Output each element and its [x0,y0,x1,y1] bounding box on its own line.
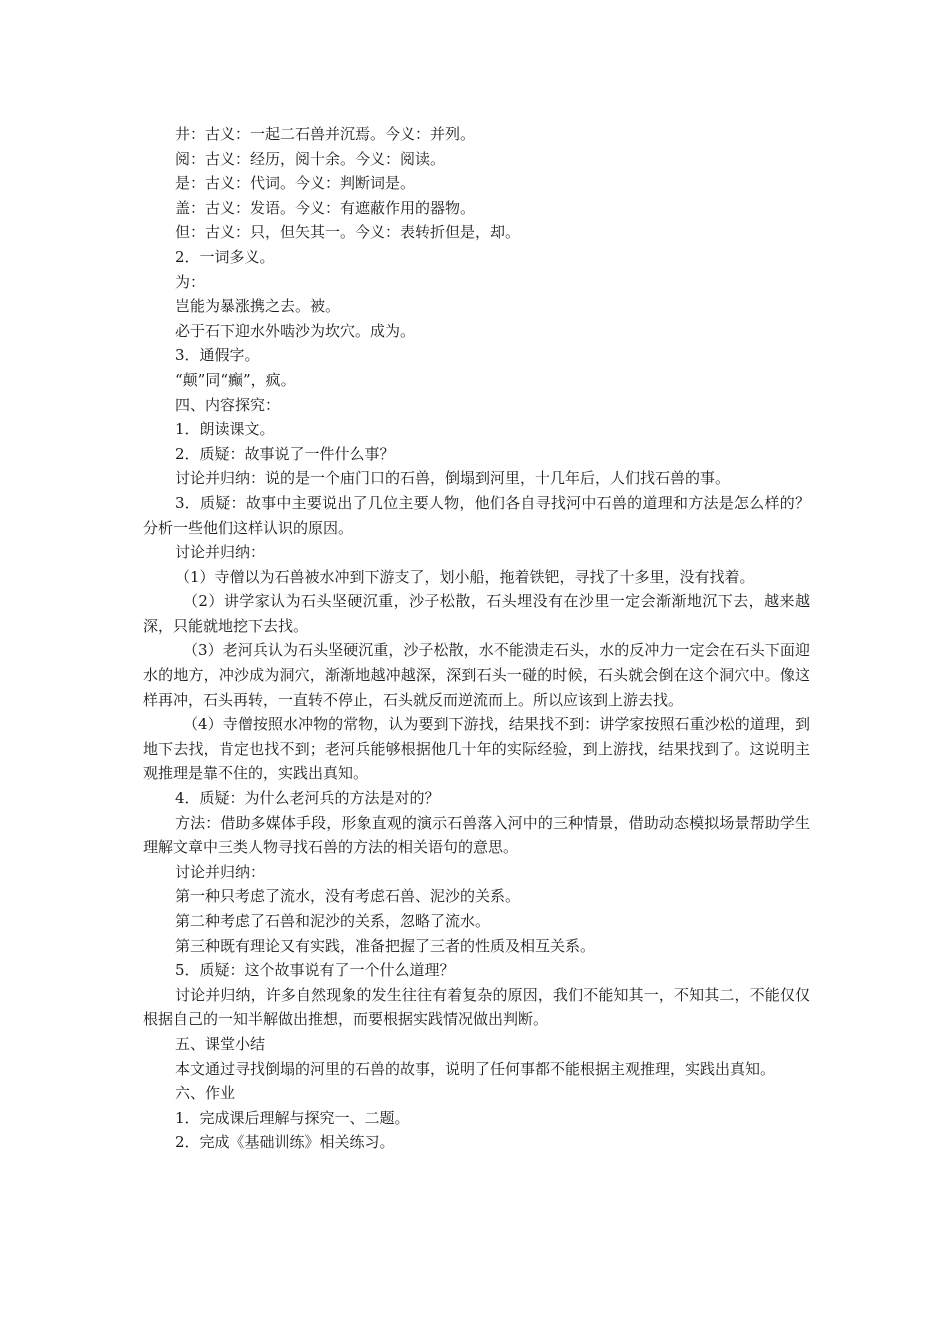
section-heading: 四、内容探究： [175,395,281,414]
paragraph: “颠”同“癫”，疯。 [175,370,296,389]
section-heading: 六、作业 [175,1084,236,1103]
paragraph: 第二种考虑了石兽和泥沙的关系，忽略了流水。 [175,912,491,930]
paragraph: 2．完成《基础训练》相关练习。 [175,1133,395,1152]
section-heading: 3．通假字。 [175,346,260,365]
paragraph: 方法：借助多媒体手段，形象直观的演示石兽落入河中的三种情景，借助动态模拟场景帮助学生理解文章中三类人物寻找石兽的方法的相关语句的意思。 [143,813,810,857]
paragraph: 必于石下迎水外啮沙为坎穴。成为。 [175,321,416,340]
paragraph: 井：古义：一起二石兽并沉焉。今义：并列。 [175,125,476,143]
paragraph: 但：古义：只，但矢其一。今义：表转折但是，却。 [175,223,521,242]
paragraph: 第一种只考虑了流水，没有考虑石兽、泥沙的关系。 [175,887,521,906]
paragraph: 第三种既有理论又有实践，准备把握了三者的性质及相互关系。 [175,936,596,955]
section-heading: 2．一词多义。 [175,247,275,266]
paragraph: 阅：古义：经历，阅十余。今义：阅读。 [175,149,446,168]
paragraph: （1）寺僧以为石兽被水冲到下游支了，划小船，拖着铁钯，寻找了十多里，没有找着。 [175,567,755,586]
document-body [143,122,810,1155]
paragraph: 讨论并归纳：说的是一个庙门口的石兽，倒塌到河里，十几年后，人们找石兽的事。 [175,469,731,488]
paragraph: 4．质疑：为什么老河兵的方法是对的？ [175,789,440,808]
paragraph: 5．质疑：这个故事说有了一个什么道理？ [175,961,455,980]
section-heading: 五、课堂小结 [175,1034,266,1053]
paragraph: 讨论并归纳： [175,862,266,881]
paragraph: （3）老河兵认为石头坚硬沉重，沙子松散，水不能溃走石头，水的反冲力一定会在石头下面迎水的地方，冲沙成为洞穴，渐渐地越冲越深，深到石头一碰的时候，石头就会倒在这个洞穴中。像这样再冲，石头再转，一直转不停止，石头就反而逆流而上。所以应该到上游去找。 [143,641,810,709]
paragraph: 1．完成课后理解与探究一、二题。 [175,1108,410,1127]
paragraph: 1．朗读课文。 [175,420,275,439]
paragraph: 为： [175,272,206,291]
paragraph: 岂能为暴涨携之去。被。 [175,297,341,316]
paragraph: 盖：古义：发语。今义：有遮蔽作用的器物。 [175,198,476,217]
paragraph: 2．质疑：故事说了一件什么事？ [175,444,395,463]
paragraph: 3．质疑：故事中主要说出了几位主要人物，他们各自寻找河中石兽的道理和方法是怎么样的？分析一些他们这样认识的原因。 [143,493,810,537]
paragraph: 本文通过寻找倒塌的河里的石兽的故事，说明了任何事都不能根据主观推理，实践出真知。 [175,1059,776,1078]
paragraph: 讨论并归纳，许多自然现象的发生往往有着复杂的原因，我们不能知其一，不知其二，不能仅仅根据自己的一知半解做出推想，而要根据实践情况做出判断。 [143,985,810,1029]
paragraph: 是：古义：代词。今义：判断词是。 [175,174,416,193]
paragraph: （2）讲学家认为石头坚硬沉重，沙子松散，石头埋没有在沙里一定会渐渐地沉下去，越来越深，只能就地挖下去找。 [143,592,810,635]
paragraph: （4）寺僧按照水冲物的常物，认为要到下游找，结果找不到：讲学家按照石重沙松的道理，到地下去找，肯定也找不到；老河兵能够根据他几十年的实际经验，到上游找，结果找到了。这说明主观推理是靠不住的，实践出真知。 [143,715,810,783]
paragraph: 讨论并归纳： [175,543,266,562]
